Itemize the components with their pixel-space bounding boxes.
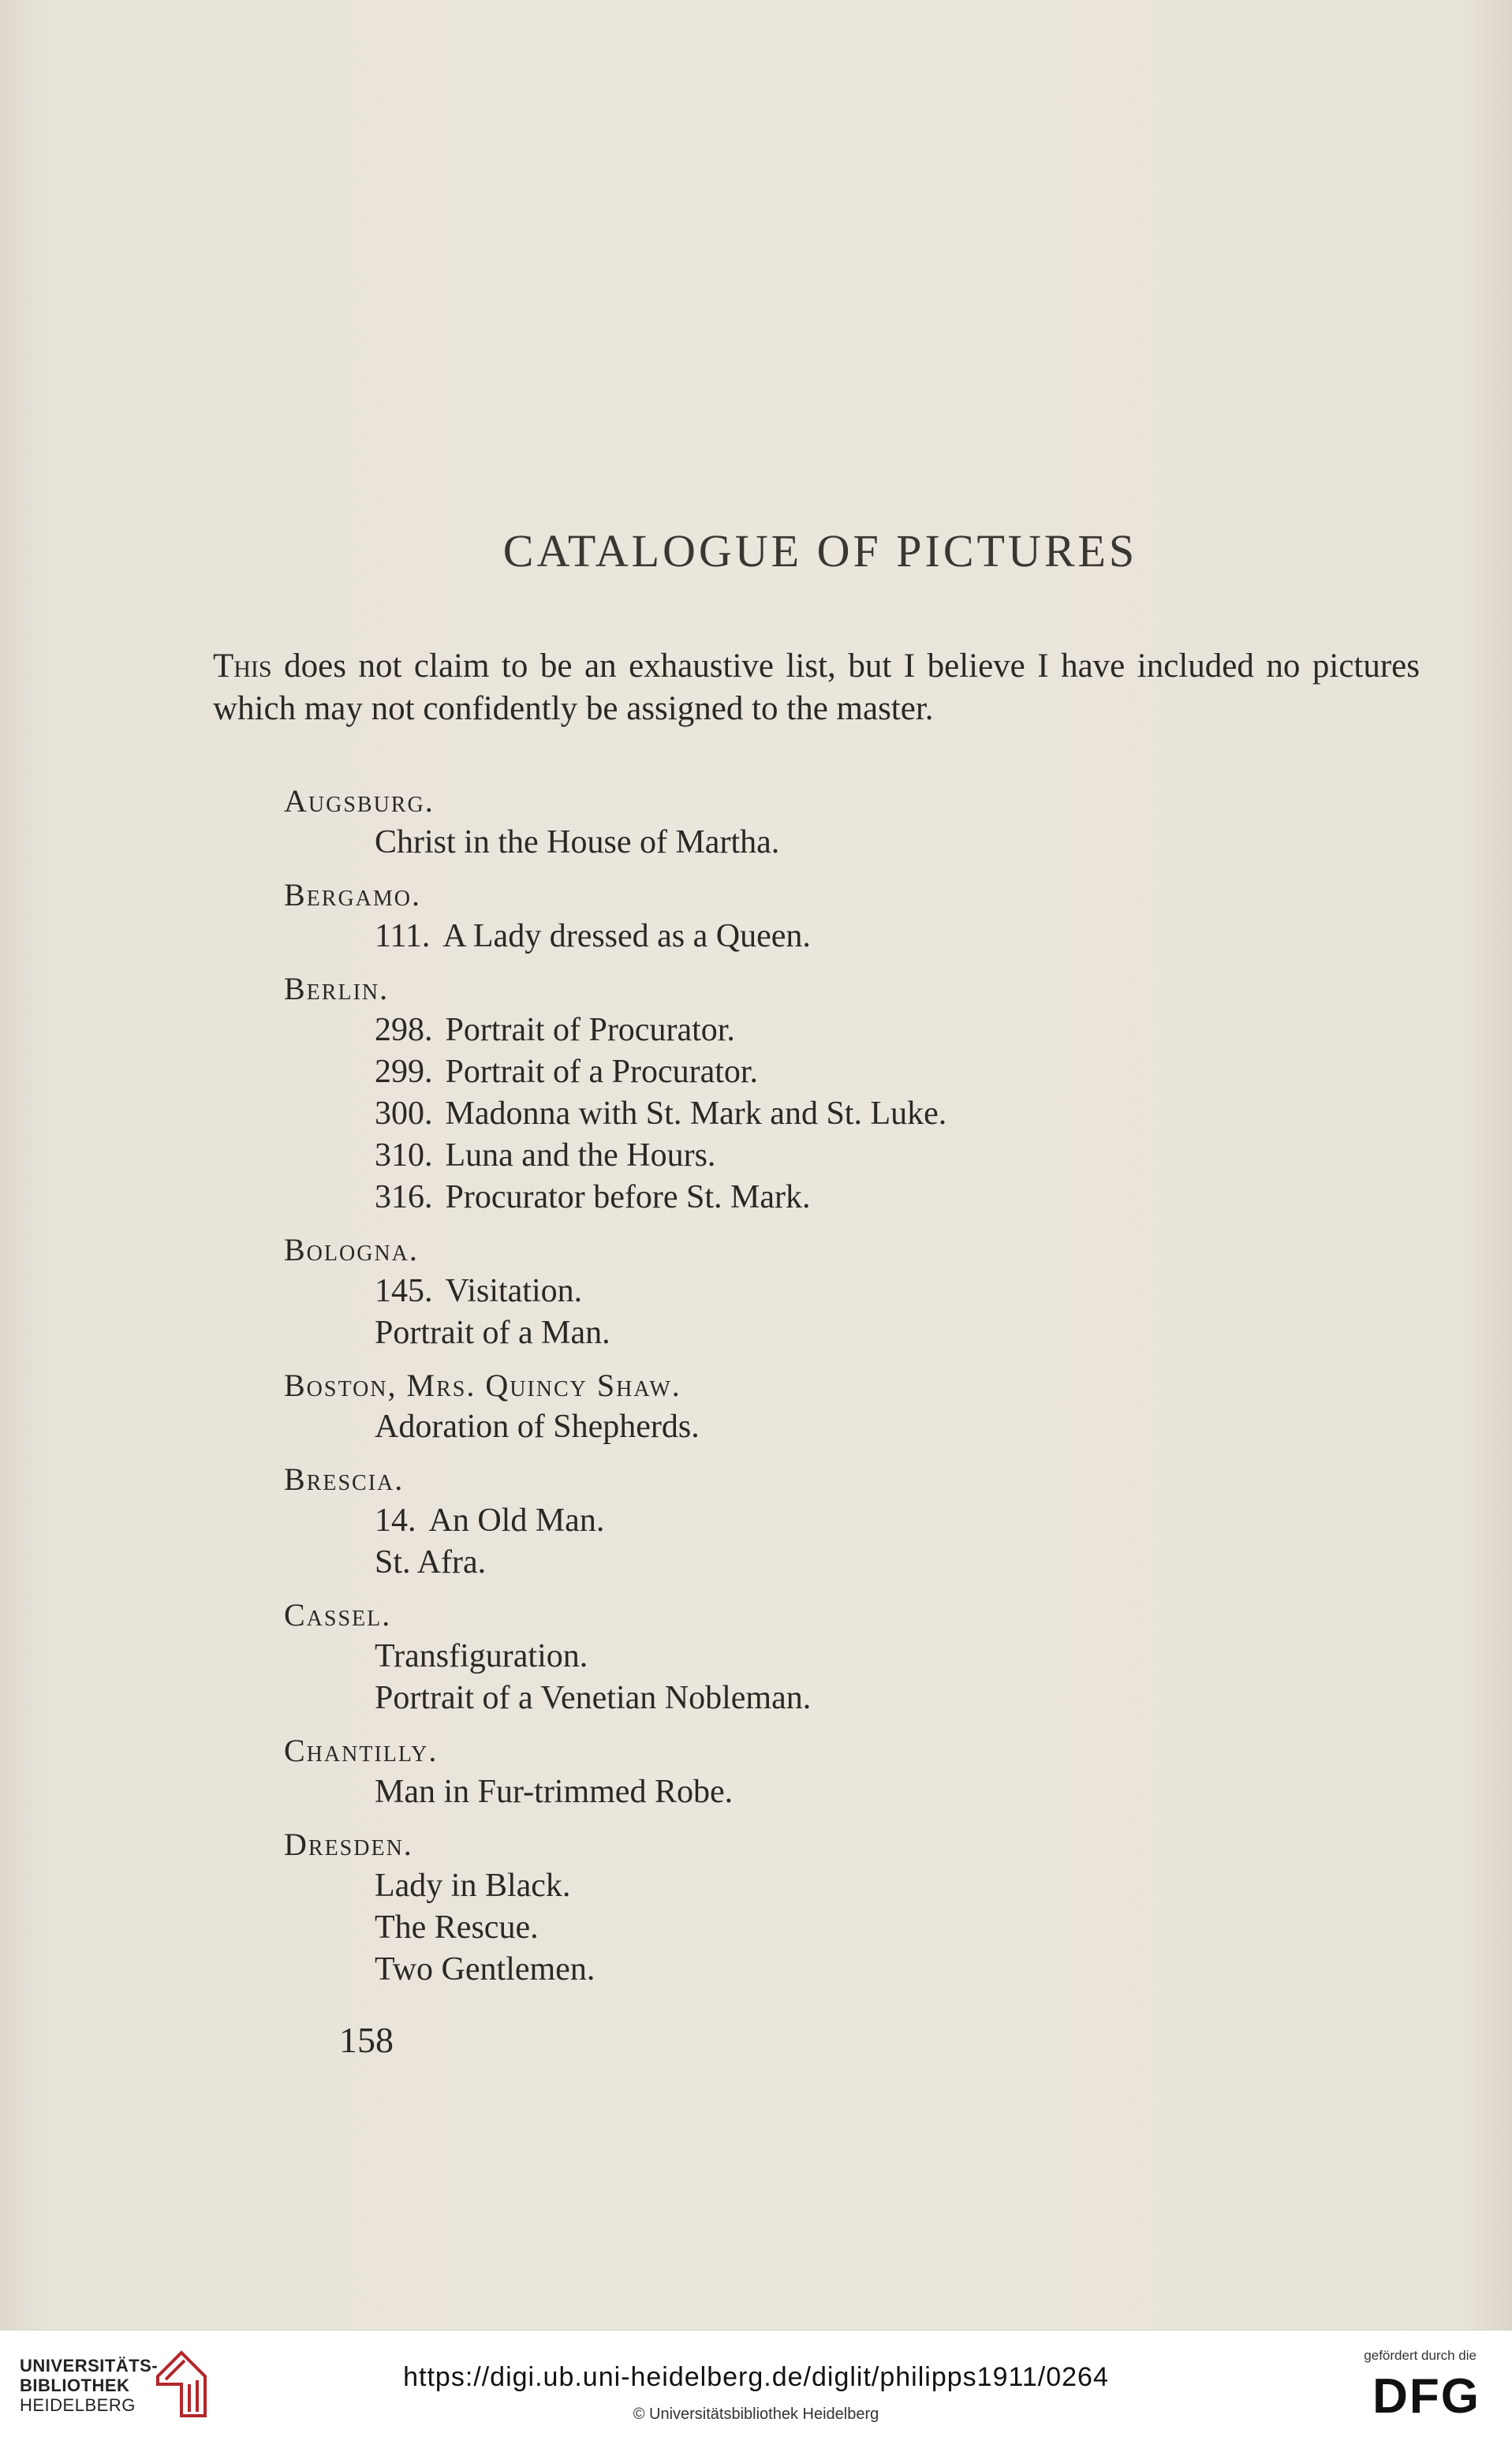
catalogue-title: An Old Man. (428, 1502, 605, 1539)
library-name-line: BIBLIOTHEK (20, 2376, 130, 2395)
catalogue-number: 111. (375, 918, 431, 954)
funding-label: gefördert durch die (1364, 2348, 1477, 2363)
intro-lead: This (213, 648, 272, 685)
catalogue-entry (284, 1177, 1309, 1219)
catalogue-title: Man in Fur-trimmed Robe. (375, 1774, 734, 1810)
catalogue-number: 145. (375, 1273, 433, 1309)
catalogue-entry (284, 1500, 1309, 1542)
catalogue-list (284, 781, 1309, 1991)
catalogue-entry (284, 1271, 1309, 1312)
catalogue-entry (284, 1907, 1309, 1949)
catalogue-title: Two Gentlemen. (375, 1951, 595, 1988)
catalogue-number: 310. (375, 1137, 433, 1174)
catalogue-title: Visitation. (445, 1273, 583, 1309)
page-title: CATALOGUE OF PICTURES (502, 525, 1138, 577)
catalogue-title: Transfiguration. (375, 1638, 588, 1674)
library-name-line: UNIVERSITÄTS- (20, 2356, 159, 2376)
catalogue-title: Portrait of a Man. (375, 1315, 610, 1351)
catalogue-place: Augsburg. (284, 783, 435, 819)
catalogue-entry (284, 1051, 1309, 1093)
catalogue-place: Bergamo. (284, 877, 422, 913)
catalogue-number: 298. (375, 1012, 433, 1048)
catalogue-entry (284, 1636, 1309, 1678)
catalogue-entry (284, 916, 1309, 957)
catalogue-entry (284, 1949, 1309, 1991)
catalogue-title: A Lady dressed as a Queen. (442, 918, 811, 954)
intro-text: does not claim to be an exhaustive list, but I believe I have included no pictures which may not confidently be assigned to the master. (213, 648, 1420, 727)
catalogue-title: St. Afra. (375, 1544, 487, 1581)
intro-paragraph (213, 645, 1420, 730)
catalogue-number: 316. (375, 1179, 433, 1215)
catalogue-place: Dresden. (284, 1827, 413, 1862)
library-name-line: HEIDELBERG (20, 2395, 136, 2415)
page-number: 158 (339, 2020, 394, 2060)
catalogue-number: 14. (375, 1502, 416, 1539)
catalogue-entry (284, 1865, 1309, 1907)
catalogue-title: Portrait of a Venetian Nobleman. (375, 1680, 812, 1716)
catalogue-place: Chantilly. (284, 1733, 439, 1768)
catalogue-number: 300. (375, 1095, 433, 1132)
catalogue-place: Bologna. (284, 1232, 419, 1267)
catalogue-entry (284, 1542, 1309, 1584)
catalogue-entry (284, 822, 1309, 864)
catalogue-title: Luna and the Hours. (445, 1137, 716, 1174)
copyright-notice: © Universitätsbibliothek Heidelberg (633, 2406, 879, 2423)
catalogue-title: Lady in Black. (375, 1868, 571, 1904)
catalogue-place: Berlin. (284, 971, 390, 1006)
catalogue-title: Madonna with St. Mark and St. Luke. (445, 1095, 947, 1132)
catalogue-entry (284, 1771, 1309, 1813)
catalogue-entry (284, 1093, 1309, 1135)
catalogue-title: Portrait of a Procurator. (445, 1054, 759, 1090)
catalogue-number: 299. (375, 1054, 433, 1090)
catalogue-title: Portrait of Procurator. (445, 1012, 735, 1048)
catalogue-title: Adoration of Shepherds. (375, 1409, 700, 1445)
catalogue-entry (284, 1312, 1309, 1354)
catalogue-title: Christ in the House of Martha. (375, 824, 780, 860)
catalogue-entry (284, 1010, 1309, 1051)
permalink-url[interactable]: https://digi.ub.uni-heidelberg.de/diglit/philipps1911/0264 (403, 2362, 1109, 2392)
dfg-logo[interactable]: DFG (1372, 2369, 1480, 2424)
catalogue-entry (284, 1678, 1309, 1719)
catalogue-place: Brescia. (284, 1461, 405, 1497)
catalogue-place: Boston, Mrs. Quincy Shaw. (284, 1368, 681, 1403)
catalogue-place: Cassel. (284, 1597, 392, 1633)
catalogue-title: Procurator before St. Mark. (445, 1179, 811, 1215)
viewer-footer (0, 2330, 1512, 2441)
catalogue-entry (284, 1406, 1309, 1448)
catalogue-entry (284, 1135, 1309, 1177)
catalogue-title: The Rescue. (375, 1909, 539, 1946)
